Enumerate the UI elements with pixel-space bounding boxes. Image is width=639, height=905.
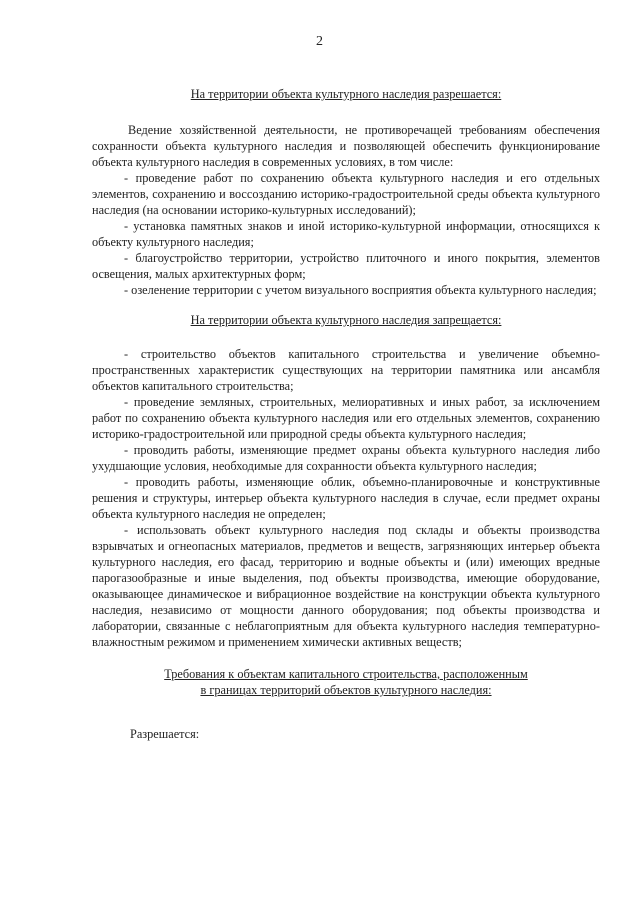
list-item: - проводить работы, изменяющие облик, объемно-планировочные и конструктивные решения и структуры, интерьер объекта культурного наследия в случае, если предмет охраны объекта культурного наследия не определен; xyxy=(92,475,600,521)
heading-requirements-line2: в границах территорий объектов культурного наследия: xyxy=(200,683,492,697)
paragraph-intro: Ведение хозяйственной деятельности, не противоречащей требованиям обеспечения сохранности объекта культурного наследия и позволяющей обеспечить функционирование объекта культурного наследия в современных условиях, в том числе: xyxy=(92,123,600,169)
heading-permitted: На территории объекта культурного наследия разрешается: xyxy=(190,87,502,101)
list-item: - проведение работ по сохранению объекта культурного наследия и его отдельных элементов, сохранению и воссозданию историко-градостроительной среды объекта культурного наследия (на основании историко-культурных исследований); xyxy=(92,171,600,217)
sub-label-permitted: Разрешается: xyxy=(130,727,200,741)
document-body xyxy=(92,86,600,742)
heading-prohibited: На территории объекта культурного наследия запрещается: xyxy=(190,313,502,327)
page-number: 2 xyxy=(316,34,323,49)
heading-requirements xyxy=(92,666,600,698)
list-item: - проведение земляных, строительных, мелиоративных и иных работ, за исключением работ по сохранению объекта культурного наследия или его отдельных элементов, сохранению историко-градостроительной или природной среды объекта культурного наследия; xyxy=(92,395,600,441)
list-item: - строительство объектов капитального строительства и увеличение объемно-пространственных характеристик существующих на территории памятника или ансамбля объектов капитального строительства; xyxy=(92,347,600,393)
list-item: - благоустройство территории, устройство плиточного и иного покрытия, элементов освещения, малых архитектурных форм; xyxy=(92,251,600,281)
heading-requirements-line1: Требования к объектам капитального строительства, расположенным xyxy=(164,667,528,681)
list-item: - использовать объект культурного наследия под склады и объекты производства взрывчатых и огнеопасных материалов, предметов и веществ, загрязняющих интерьер объекта культурного наследия, его фасад, территорию и водные объекты и (или) имеющих вредные парогазообразные и иные выделения, под объекты производства, имеющие оборудование, оказывающее динамическое и вибрационное воздействие на конструкции объекта культурного наследия, независимо от мощности данного оборудования; под объекты производства и лаборатории, связанные с неблагоприятным для объекта культурного наследия температурно-влажностным режимом и применением химически активных веществ; xyxy=(92,523,600,649)
list-item: - установка памятных знаков и иной историко-культурной информации, относящихся к объекту культурного наследия; xyxy=(92,219,600,249)
list-item: - проводить работы, изменяющие предмет охраны объекта культурного наследия либо ухудшающие условия, необходимые для сохранности объекта культурного наследия; xyxy=(92,443,600,473)
list-item: - озеленение территории с учетом визуального восприятия объекта культурного наследия; xyxy=(124,283,597,297)
